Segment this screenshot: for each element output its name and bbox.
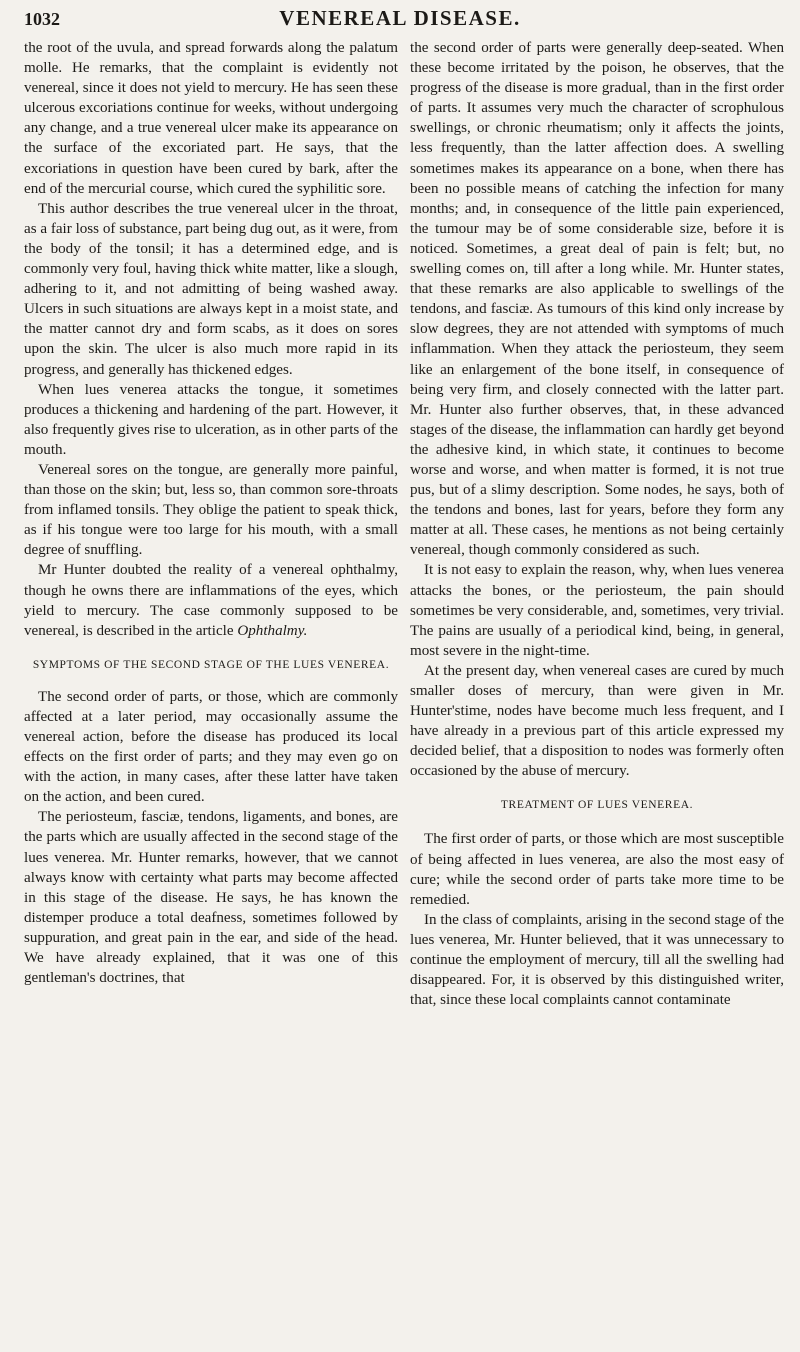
article-reference: Ophthalmy.: [237, 622, 308, 639]
paragraph: The periosteum, fasciæ, tendons, ligaments, and bones, are the parts which are usually affected in the second stage of the lues venerea. Mr. Hunter remarks, however, that we cannot always know with certainty what parts may become affected in this stage of the disease. He says, he has known the distemper produce a total deafness, sometimes followed by suppuration, and great pain in the ear, and side of the head. We have already explained, that it was one of this gentleman's doctrines, that: [24, 809, 398, 987]
paragraph: In the class of complaints, arising in the second stage of the lues venerea, Mr. Hunter believed, that it was unnecessary to continue the employment of mercury, till all the swelling had disappeared. For, it is observed by this distinguished writer, that, since these local complaints cannot contaminate: [410, 911, 784, 1009]
section-heading: SYMPTOMS OF THE SECOND STAGE OF THE LUES VENEREA.: [32, 658, 390, 671]
paragraph: This author describes the true venereal ulcer in the throat, as a fair loss of substance, part being dug out, as it were, from the body of the tonsil; it has a determined edge, and is commonly very foul, having thick white matter, like a slough, adhering to it, and not admitting of being washed away. Ulcers in such situations are always kept in a moist state, and the matter cannot dry and form scabs, as it does on sores upon the skin. The ulcer is also much more rapid in its progress, and generally has thickened edges.: [24, 200, 398, 378]
running-title: VENEREAL DISEASE.: [279, 6, 521, 30]
paragraph: the root of the uvula, and spread forwards along the palatum molle. He remarks, that the complaint is evidently not venereal, since it does not yield to mercury. He has seen these ulcerous excoriations continue for weeks, without undergoing any change, and a true venereal ulcer make its appearance on the surface of the excoriated part. He says, that the excoriations in question have been cured by bark, after the end of the mercurial course, which cured the syphilitic sore.: [24, 40, 398, 197]
right-column: [410, 38, 784, 1010]
page-number: 1032: [24, 9, 60, 29]
page-header: [24, 6, 776, 32]
paragraph: When lues venerea attacks the tongue, it sometimes produces a thickening and hardening of the part. However, it also frequently gives rise to ulceration, as in other parts of the mouth.: [24, 381, 398, 458]
paragraph: Venereal sores on the tongue, are generally more painful, than those on the skin; but, less so, than common sore-throats from inflamed tonsils. They oblige the patient to speak thick, as if his tongue were too large for his mouth, with a small degree of snuffling.: [24, 461, 398, 559]
paragraph: The first order of parts, or those which are most susceptible of being affected in lues venerea, are also the most easy of cure; while the second order of parts take more time to be remedied.: [410, 831, 784, 908]
left-column: [24, 38, 398, 988]
paragraph: [24, 560, 398, 640]
paragraph: It is not easy to explain the reason, why, when lues venerea attacks the bones, or the periosteum, the pain should sometimes be very considerable, and, sometimes, very trivial. The pains are usually of a periodical kind, being, in general, most severe in the night-time.: [410, 562, 784, 659]
section-heading: TREATMENT OF LUES VENEREA.: [500, 799, 694, 812]
paragraph: The second order of parts, or those, which are commonly affected at a later period, may occasionally assume the venereal action, before the disease has produced its local effects on the first order of parts; and they may even go on with the action, in many cases, after these latter have taken on the action, and been cured.: [24, 688, 398, 806]
paragraph: the second order of parts were generally deep-seated. When these become irritated by the poison, he observes, that the progress of the disease is more gradual, than in the first order of parts. It assumes very much the character of scrophulous swellings, or chronic rheumatism; only it affects the joints, less frequently, than the latter affection does. A swelling sometimes makes its appearance on a bone, when there has been no possible means of catching the infection for many months; and, in consequence of the little pain experienced, the tumour may be of some considerable size, before it is noticed. Sometimes, a great deal of pain is felt; but, no swelling comes on, till after a long while. Mr. Hunter states, that these remarks are also applicable to swellings of the tendons, and fasciæ. As tumours of this kind only increase by slow degrees, they are not attended with symptoms of much inflammation. When they attack the periosteum, they seem like an enlargement of the bone itself, in consequence of being very firm, and closely connected with the latter part. Mr. Hunter also further observes, that, in these advanced stages of the disease, the inflammation can hardly get beyond the adhesive kind, in which state, it continues to become worse and worse, and when matter is formed, it is not true pus, but of a slimy description. Some nodes, he says, both of the tendons and bones, last for years, before they form any matter at all. These cases, he mentions as not being certainly venereal, though commonly considered as such.: [410, 40, 784, 559]
paragraph: At the present day, when venereal cases are cured by much smaller doses of mercury, than were given in Mr. Hunter'stime, nodes have become much less frequent, and I have already in a previous part of this article expressed my decided belief, that a disposition to nodes was formerly often occasioned by the abuse of mercury.: [410, 662, 784, 780]
paragraph-text: Mr Hunter doubted the reality of a venereal ophthalmy, though he owns there are inflammations of the eyes, which yield to mercury. The case commonly supposed to be venereal, is described in the article: [24, 562, 398, 639]
